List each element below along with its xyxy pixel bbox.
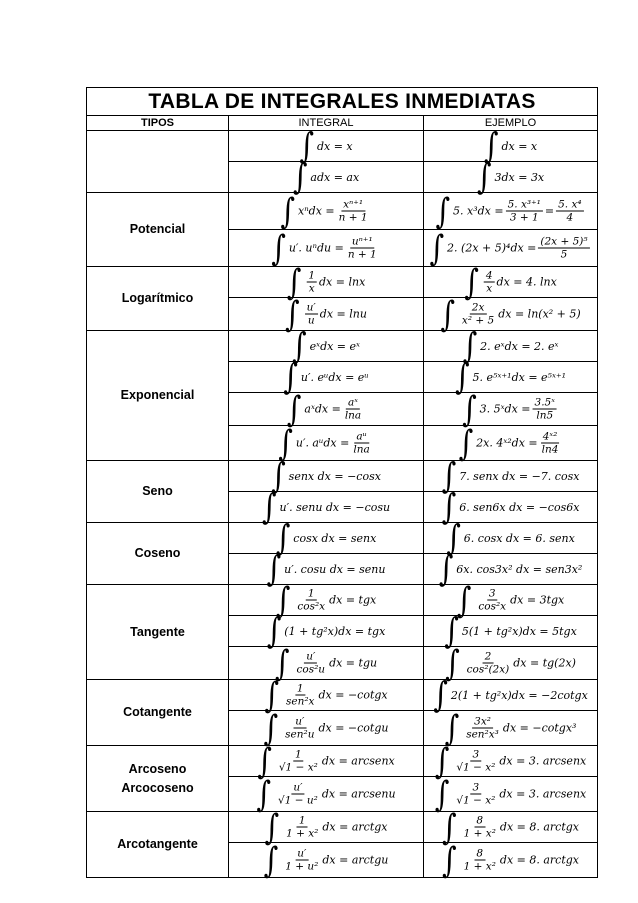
formula-pre: 6x. cos3x² dx = sen3x² xyxy=(456,562,583,576)
formula xyxy=(274,641,378,683)
integral-cell xyxy=(229,292,424,334)
formula-post: = xyxy=(544,204,555,218)
table-row xyxy=(87,812,598,843)
formula xyxy=(442,838,580,880)
integrals-table-sheet xyxy=(86,87,597,880)
formula xyxy=(438,547,583,589)
formula-post: dx = 8. arctgx xyxy=(499,820,580,834)
formula-pre: 2. eˣdx = 2. eˣ xyxy=(480,339,559,353)
integral-cell xyxy=(229,578,424,620)
fraction-denominator: cos²x xyxy=(478,600,507,613)
fraction-denominator: 1 + u² xyxy=(285,860,319,873)
integral-sign-icon: ∫ xyxy=(299,124,314,166)
integral-sign-icon: ∫ xyxy=(434,739,450,781)
formula-pre: 5(1 + tg²x)dx = 5tgx xyxy=(461,624,577,638)
formula xyxy=(462,387,559,429)
formula xyxy=(458,421,563,463)
formula xyxy=(286,260,366,302)
formula-pre: cosx dx = senx xyxy=(293,531,377,545)
integral-cell xyxy=(229,641,424,683)
fraction-denominator: √1 − x² xyxy=(456,761,496,774)
formula-pre: u′. aᵘdx = xyxy=(295,436,350,450)
formula xyxy=(261,485,391,527)
fraction xyxy=(460,302,496,327)
integral-cell xyxy=(229,124,424,166)
ejemplo-cell xyxy=(424,547,598,589)
formula xyxy=(429,226,591,268)
fraction-numerator: 5. x⁴ xyxy=(558,198,582,211)
formula-pre: 5. e⁵ˣ⁺¹dx = e⁵ˣ⁺¹ xyxy=(472,370,567,384)
header-tipos: TIPOS xyxy=(87,116,229,131)
formula-pre: u′. cosu dx = senu xyxy=(284,562,386,576)
integral-sign-icon: ∫ xyxy=(444,609,459,651)
fraction xyxy=(462,848,498,873)
integral-sign-icon: ∫ xyxy=(292,155,308,197)
integral-sign-icon: ∫ xyxy=(275,578,291,620)
formula xyxy=(263,706,389,748)
formula xyxy=(441,454,580,496)
formula xyxy=(434,739,587,781)
header-ejemplo: EJEMPLO xyxy=(424,116,598,131)
formula-post: dx = ln(x² + 5) xyxy=(498,307,581,321)
fraction xyxy=(454,749,497,774)
fraction xyxy=(506,199,543,224)
formula-pre: senx dx = −cosx xyxy=(288,469,381,483)
fraction xyxy=(462,815,498,840)
fraction-numerator: 3 xyxy=(488,587,496,600)
formula xyxy=(264,805,388,847)
integrals-table xyxy=(86,87,598,878)
fraction xyxy=(454,782,497,807)
fraction-numerator: 3 xyxy=(472,781,480,794)
fraction-denominator: √1 − u² xyxy=(278,794,318,807)
fraction xyxy=(351,431,371,456)
fraction-numerator: aᵘ xyxy=(356,430,367,443)
integral-cell xyxy=(229,739,424,781)
integral-sign-icon: ∫ xyxy=(278,421,293,463)
fraction-denominator: 1 + x² xyxy=(463,827,496,840)
integral-sign-icon: ∫ xyxy=(445,641,460,683)
fraction-numerator: 3x² xyxy=(474,715,491,728)
integral-cell xyxy=(229,324,424,366)
integral-sign-icon: ∫ xyxy=(283,355,298,397)
formula-post: dx = arctgu xyxy=(322,853,389,867)
formula-post: dx = arctgx xyxy=(322,820,388,834)
integral-sign-icon: ∫ xyxy=(280,189,296,231)
fraction-numerator: u′ xyxy=(297,847,307,860)
integral-cell xyxy=(229,189,424,231)
formula xyxy=(476,155,545,197)
formula-pre: 3dx = 3x xyxy=(494,170,545,184)
ejemplo-cell xyxy=(424,324,598,366)
integral-sign-icon: ∫ xyxy=(464,260,479,302)
fraction-denominator: 3 + 1 xyxy=(509,211,539,224)
formula-post: dx = tg(2x) xyxy=(513,656,576,670)
fraction-denominator: n + 1 xyxy=(347,248,377,261)
fraction-denominator: 5 xyxy=(560,248,568,261)
ejemplo-cell xyxy=(424,355,598,397)
formula-pre: 6. sen6x dx = −cos6x xyxy=(459,500,580,514)
integral-sign-icon: ∫ xyxy=(261,485,277,527)
formula xyxy=(256,772,396,814)
ejemplo-cell xyxy=(424,155,598,197)
ejemplo-cell xyxy=(424,673,598,715)
formula-pre: eˣdx = eˣ xyxy=(309,339,360,353)
fraction xyxy=(305,302,318,327)
fraction xyxy=(533,397,557,422)
integral-sign-icon: ∫ xyxy=(285,292,300,334)
formula xyxy=(275,516,377,558)
ejemplo-cell xyxy=(424,739,598,781)
ejemplo-cell xyxy=(424,805,598,847)
fraction-denominator: √1 − x² xyxy=(456,794,496,807)
integral-sign-icon: ∫ xyxy=(429,226,445,268)
fraction-denominator: sen²x³ xyxy=(466,728,499,741)
fraction-denominator: x xyxy=(486,282,493,295)
ejemplo-cell xyxy=(424,838,598,880)
formula-pre: 6. cosx dx = 6. senx xyxy=(463,531,575,545)
integral-sign-icon: ∫ xyxy=(476,155,492,197)
formula-post: dx = 3. arcsenx xyxy=(499,787,587,801)
formula-pre: 2(1 + tg²x)dx = −2cotgx xyxy=(450,688,588,702)
tipo-cell: Logarítmico xyxy=(87,267,229,331)
formula xyxy=(434,772,587,814)
formula-post: dx = tgu xyxy=(329,656,378,670)
formula xyxy=(266,609,386,651)
formula-post: dx = 3. arcsenx xyxy=(499,754,587,768)
integral-cell xyxy=(229,155,424,197)
fraction-denominator: u xyxy=(307,314,315,327)
formula xyxy=(280,189,371,231)
fraction xyxy=(283,716,316,741)
fraction xyxy=(295,651,328,676)
integral-sign-icon: ∫ xyxy=(483,124,499,166)
ejemplo-cell xyxy=(424,292,598,334)
integral-sign-icon: ∫ xyxy=(263,706,279,748)
formula xyxy=(456,578,565,620)
fraction xyxy=(284,683,317,708)
fraction-numerator: 8 xyxy=(476,814,484,827)
integral-sign-icon: ∫ xyxy=(441,485,457,527)
tipo-cell: Potencial xyxy=(87,193,229,267)
integral-sign-icon: ∫ xyxy=(271,226,286,268)
fraction xyxy=(284,815,320,840)
formula-post: dx = x xyxy=(501,139,538,153)
fraction-denominator: x xyxy=(308,282,315,295)
integral-sign-icon: ∫ xyxy=(435,189,451,231)
fraction-numerator: 1 xyxy=(295,748,302,761)
fraction-numerator: u′ xyxy=(295,715,305,728)
formula-pre: adx = ax xyxy=(310,170,360,184)
fraction-numerator: 4ˣ² xyxy=(542,430,558,443)
fraction-numerator: 1 xyxy=(296,682,304,695)
fraction xyxy=(476,588,508,613)
fraction-numerator: 5. x³⁺¹ xyxy=(507,198,541,211)
formula xyxy=(440,292,581,334)
integral-cell xyxy=(229,226,424,268)
fraction-numerator: u′ xyxy=(306,650,316,663)
table-row xyxy=(87,523,598,554)
integral-sign-icon: ∫ xyxy=(275,516,291,558)
fraction xyxy=(464,716,501,741)
tipo-cell: Arcoseno Arcocoseno xyxy=(87,746,229,812)
integral-sign-icon: ∫ xyxy=(442,805,457,847)
fraction-numerator: 2 xyxy=(484,650,492,663)
integral-cell xyxy=(229,609,424,651)
tipo-cell: Coseno xyxy=(87,523,229,585)
formula xyxy=(292,324,360,366)
fraction-denominator: cos²u xyxy=(296,663,326,676)
formula-pre: u′. eᵘdx = eᵘ xyxy=(300,370,369,384)
table-body xyxy=(87,124,598,880)
ejemplo-cell xyxy=(424,226,598,268)
fraction-denominator: ln4 xyxy=(541,443,559,456)
formula xyxy=(275,578,377,620)
formula-post: dx = lnx xyxy=(319,275,366,289)
fraction-numerator: 8 xyxy=(476,847,484,860)
formula xyxy=(441,485,580,527)
fraction xyxy=(556,199,584,224)
fraction-numerator: aˣ xyxy=(348,396,358,409)
fraction-denominator: lna xyxy=(344,409,362,422)
integral-cell xyxy=(229,454,424,496)
formula-post: dx = tgx xyxy=(329,593,377,607)
fraction xyxy=(277,749,320,774)
fraction xyxy=(306,270,317,295)
formula xyxy=(446,516,575,558)
formula-post: dx = −cotgu xyxy=(318,721,389,735)
fraction xyxy=(343,397,363,422)
formula-pre: xⁿdx = xyxy=(298,204,335,218)
integral-sign-icon: ∫ xyxy=(462,324,478,366)
ejemplo-cell xyxy=(424,641,598,683)
formula-post: dx = −cotgx xyxy=(318,688,388,702)
formula xyxy=(299,124,353,166)
fraction-denominator: 1 + x² xyxy=(286,827,319,840)
integral-cell xyxy=(229,547,424,589)
formula xyxy=(483,124,538,166)
integral-sign-icon: ∫ xyxy=(256,772,271,814)
tipo-cell: Arcotangente xyxy=(87,812,229,878)
formula-pre: 7. senx dx = −7. cosx xyxy=(459,469,580,483)
table-row xyxy=(87,461,598,492)
ejemplo-cell xyxy=(424,124,598,166)
formula xyxy=(271,454,381,496)
formula xyxy=(435,189,585,231)
table-title: TABLA DE INTEGRALES INMEDIATAS xyxy=(87,88,598,116)
formula xyxy=(266,547,386,589)
integral-sign-icon: ∫ xyxy=(444,706,460,748)
integral-sign-icon: ∫ xyxy=(440,292,455,334)
formula xyxy=(444,706,577,748)
fraction-numerator: (2x + 5)⁵ xyxy=(540,235,588,248)
fraction-denominator: 4 xyxy=(566,211,574,224)
formula xyxy=(433,673,588,715)
table-row xyxy=(87,746,598,777)
table-row xyxy=(87,585,598,616)
table-row xyxy=(87,193,598,230)
fraction-numerator: 1 xyxy=(308,269,316,282)
formula-post: dx = −cotgx³ xyxy=(502,721,577,735)
fraction-numerator: u′ xyxy=(306,301,316,314)
fraction-denominator: n + 1 xyxy=(338,211,368,224)
fraction-numerator: 2x xyxy=(471,301,485,314)
formula-post: dx = arcsenu xyxy=(321,787,396,801)
integral-sign-icon: ∫ xyxy=(454,355,470,397)
fraction-numerator: 3 xyxy=(472,748,480,761)
integral-cell xyxy=(229,772,424,814)
table-row xyxy=(87,680,598,711)
formula-pre: (1 + tg²x)dx = tgx xyxy=(284,624,386,638)
tipo-cell: Tangente xyxy=(87,585,229,680)
integral-sign-icon: ∫ xyxy=(264,673,279,715)
formula xyxy=(444,609,577,651)
tipo-cell: Seno xyxy=(87,461,229,523)
integral-sign-icon: ∫ xyxy=(271,454,286,496)
fraction xyxy=(346,236,379,261)
table-row xyxy=(87,267,598,298)
fraction-numerator: 1 xyxy=(298,814,306,827)
formula xyxy=(292,155,360,197)
integral-sign-icon: ∫ xyxy=(266,547,282,589)
formula xyxy=(271,226,380,268)
formula-post: dx = 8. arctgx xyxy=(499,853,580,867)
integral-sign-icon: ∫ xyxy=(257,739,272,781)
formula xyxy=(286,387,365,429)
integral-cell xyxy=(229,485,424,527)
integral-cell xyxy=(229,805,424,847)
table-row xyxy=(87,131,598,162)
formula-post: dx = 4. lnx xyxy=(496,275,557,289)
integral-cell xyxy=(229,260,424,302)
fraction-numerator: xⁿ⁺¹ xyxy=(343,198,364,211)
fraction xyxy=(538,236,589,261)
ejemplo-cell xyxy=(424,387,598,429)
formula xyxy=(264,673,388,715)
integral-sign-icon: ∫ xyxy=(274,641,290,683)
ejemplo-cell xyxy=(424,706,598,748)
formula xyxy=(442,805,580,847)
fraction xyxy=(283,848,320,873)
integral-sign-icon: ∫ xyxy=(462,387,477,429)
integral-sign-icon: ∫ xyxy=(434,772,450,814)
integral-cell xyxy=(229,421,424,463)
formula-post: dx = arcsenx xyxy=(321,754,395,768)
integral-sign-icon: ∫ xyxy=(458,421,474,463)
formula xyxy=(454,355,567,397)
fraction-numerator: 1 xyxy=(307,587,315,600)
fraction xyxy=(337,199,370,224)
integral-sign-icon: ∫ xyxy=(286,260,302,302)
fraction-denominator: ln5 xyxy=(536,409,554,422)
formula xyxy=(285,292,367,334)
fraction-denominator: 1 + x² xyxy=(463,860,496,873)
ejemplo-cell xyxy=(424,189,598,231)
fraction-numerator: 4 xyxy=(485,269,493,282)
fraction-numerator: u′ xyxy=(293,781,303,794)
integral-cell xyxy=(229,516,424,558)
integral-cell xyxy=(229,355,424,397)
integral-sign-icon: ∫ xyxy=(264,805,280,847)
formula-pre: 2. (2x + 5)⁴dx = xyxy=(447,241,537,255)
fraction xyxy=(295,588,327,613)
integral-sign-icon: ∫ xyxy=(441,454,457,496)
formula-post: dx = 3tgx xyxy=(510,593,565,607)
formula-post: dx = x xyxy=(316,139,353,153)
fraction-denominator: cos²x xyxy=(297,600,326,613)
integral-sign-icon: ∫ xyxy=(433,673,448,715)
integral-sign-icon: ∫ xyxy=(446,516,461,558)
table-row xyxy=(87,331,598,362)
fraction-denominator: cos²(2x) xyxy=(466,663,510,676)
integral-cell xyxy=(229,673,424,715)
formula xyxy=(462,324,559,366)
integral-sign-icon: ∫ xyxy=(263,838,279,880)
tipo-cell: Cotangente xyxy=(87,680,229,746)
integral-sign-icon: ∫ xyxy=(286,387,302,429)
formula-pre: aˣdx = xyxy=(304,402,341,416)
fraction-denominator: sen²x xyxy=(285,695,315,708)
formula xyxy=(278,421,373,463)
integral-sign-icon: ∫ xyxy=(456,578,472,620)
formula xyxy=(464,260,557,302)
formula xyxy=(283,355,369,397)
fraction-denominator: sen²u xyxy=(285,728,315,741)
fraction xyxy=(540,431,561,456)
fraction xyxy=(465,651,512,676)
formula xyxy=(263,838,389,880)
formula-post: dx = lnu xyxy=(319,307,367,321)
fraction-numerator: uⁿ⁺¹ xyxy=(351,235,373,248)
integral-cell xyxy=(229,838,424,880)
fraction xyxy=(484,270,495,295)
fraction-denominator: lna xyxy=(353,443,370,456)
tipo-cell: Exponencial xyxy=(87,331,229,461)
formula-pre: 3. 5ˣdx = xyxy=(479,402,531,416)
fraction-denominator: x² + 5 xyxy=(461,314,495,327)
formula-pre: u′. uⁿdu = xyxy=(288,241,344,255)
formula-pre: u′. senu dx = −cosu xyxy=(279,500,391,514)
formula xyxy=(445,641,576,683)
integral-sign-icon: ∫ xyxy=(266,609,282,651)
integral-cell xyxy=(229,387,424,429)
fraction xyxy=(276,782,320,807)
integral-sign-icon: ∫ xyxy=(438,547,454,589)
formula xyxy=(257,739,395,781)
formula-pre: 2x. 4ˣ²dx = xyxy=(476,436,538,450)
formula-pre: 5. x³dx = xyxy=(453,204,504,218)
integral-sign-icon: ∫ xyxy=(442,838,457,880)
fraction-denominator: √1 − x² xyxy=(278,761,318,774)
tipo-cell xyxy=(87,131,229,193)
fraction-numerator: 3.5ˣ xyxy=(534,396,555,409)
integral-sign-icon: ∫ xyxy=(292,324,307,366)
header-integral: INTEGRAL xyxy=(229,116,424,131)
